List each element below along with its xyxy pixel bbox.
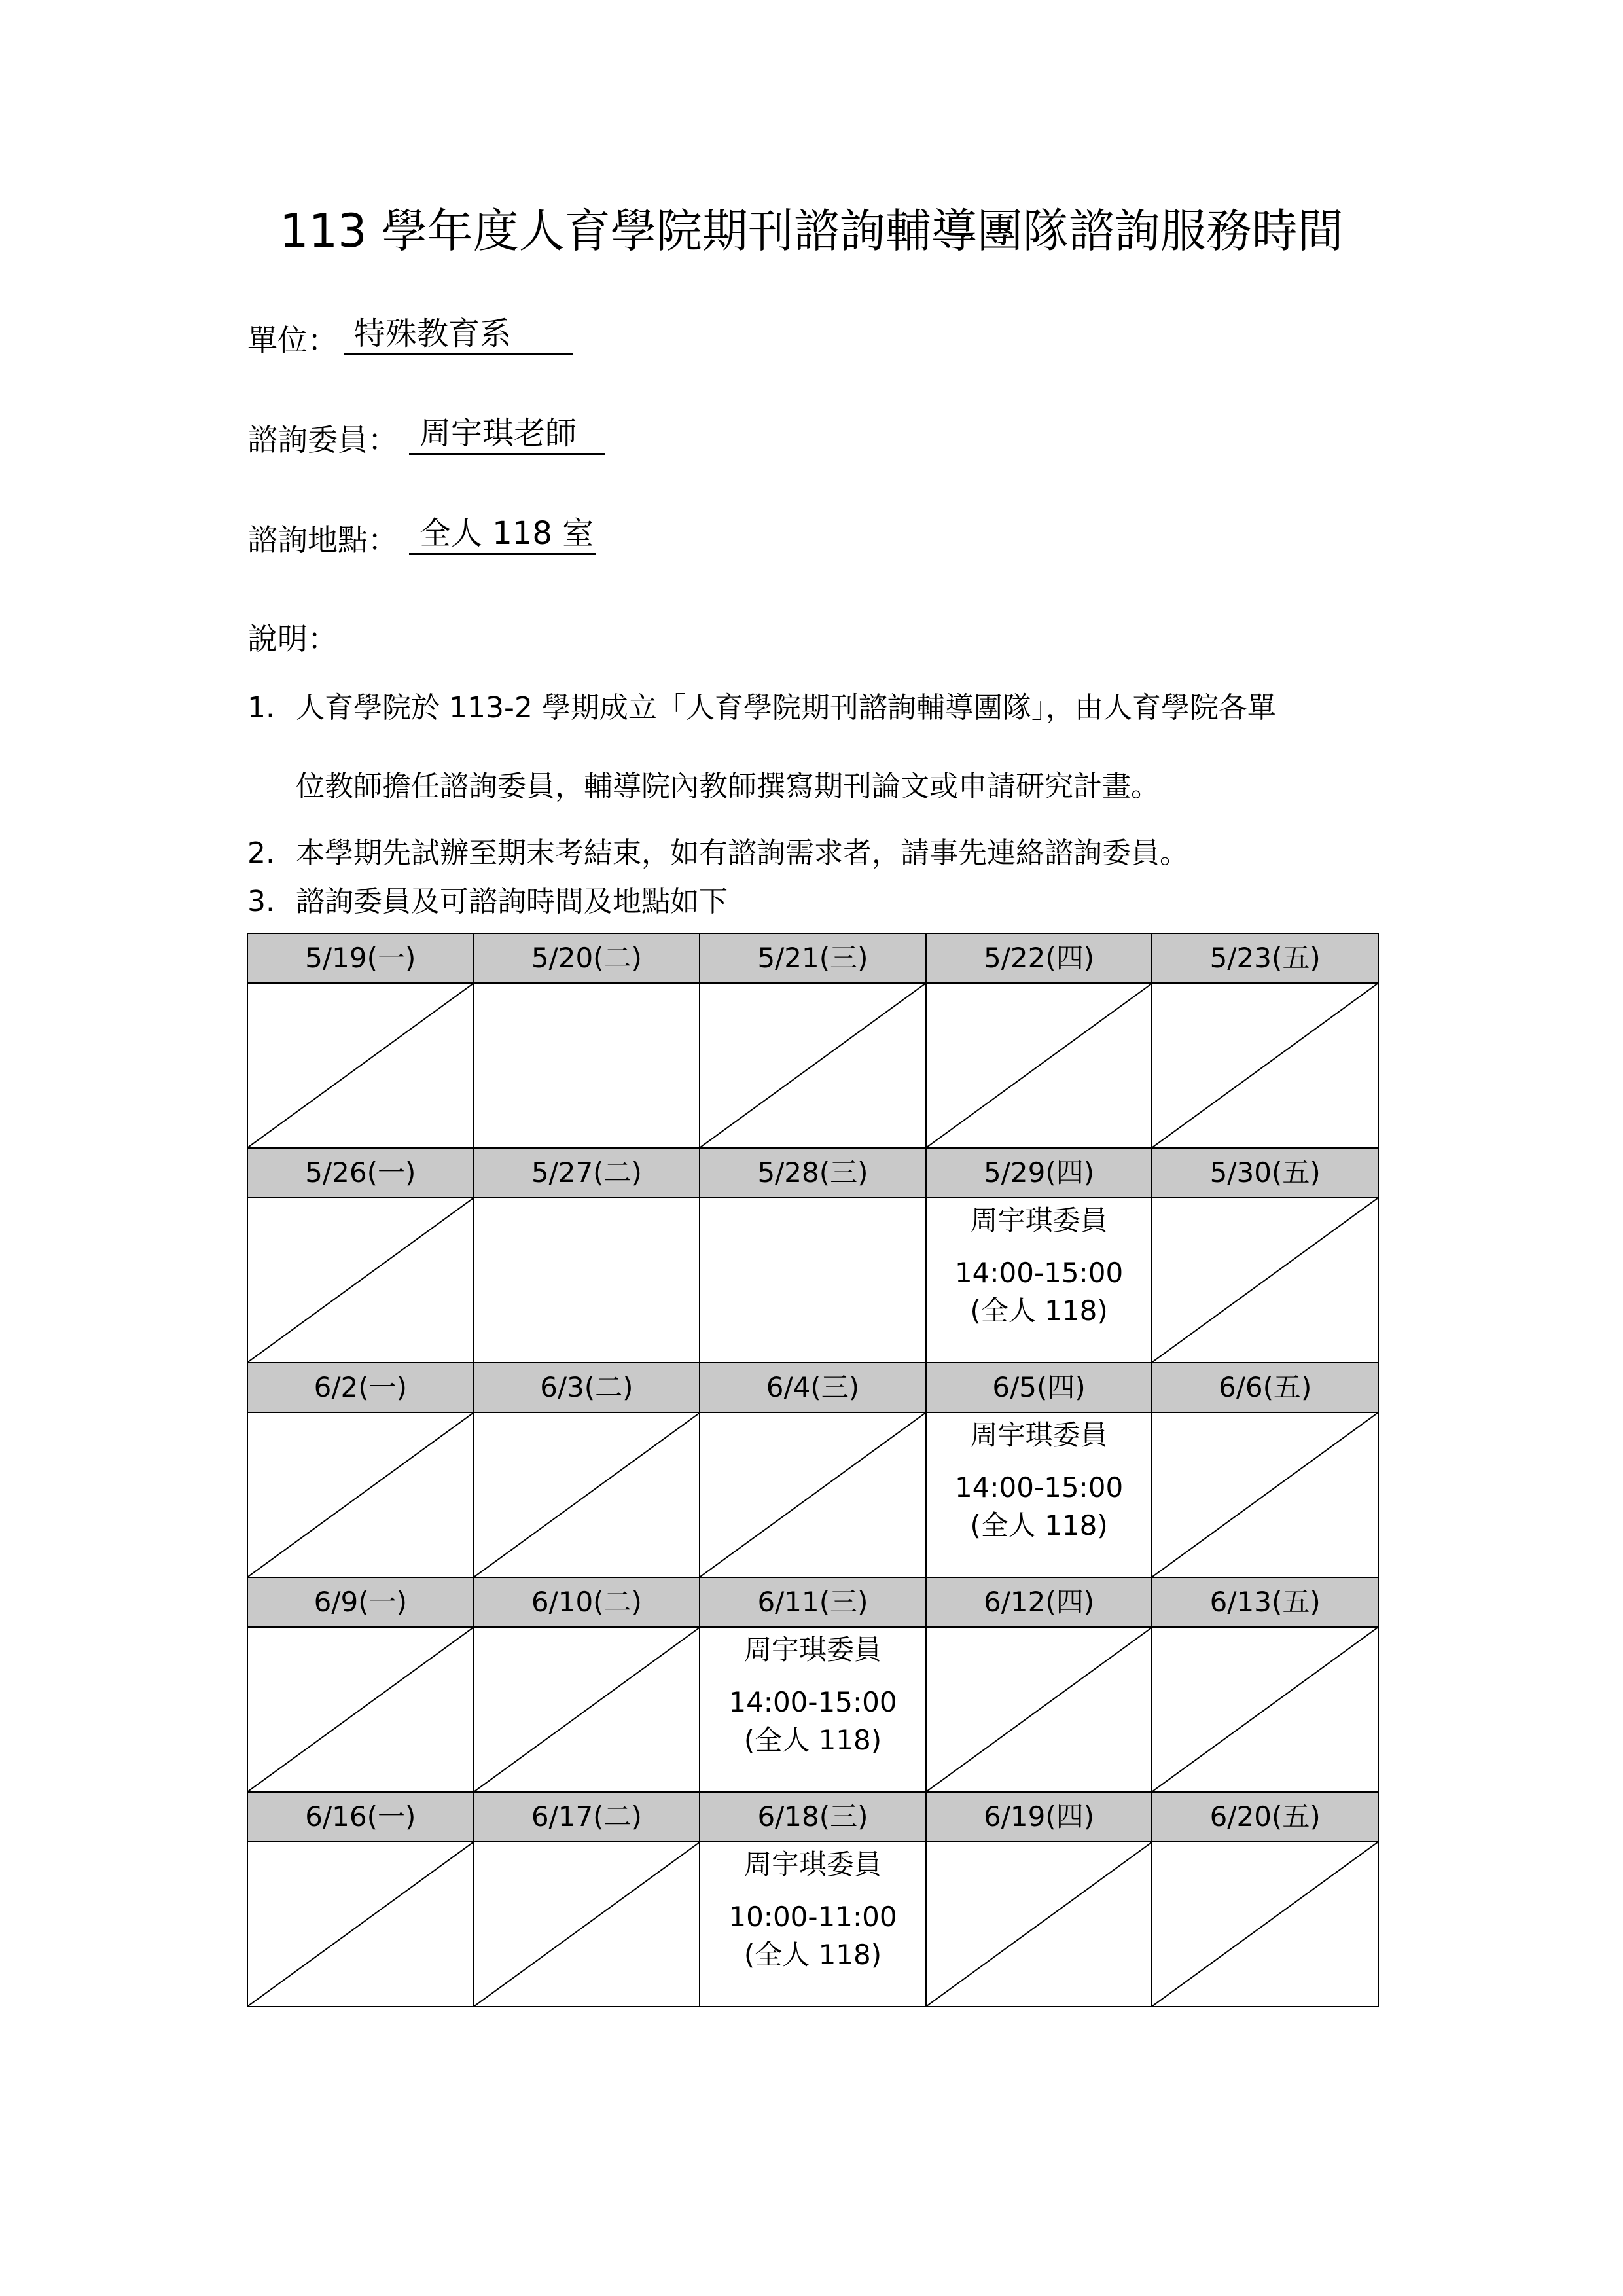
unavailable-slot-cell [700,1412,926,1577]
date-header-cell: 6/2(一) [247,1363,474,1412]
diagonal-slash [474,1628,700,1791]
date-header-cell: 6/16(一) [247,1792,474,1842]
unit-value: 特殊教育系 [344,314,573,355]
consultation-slot-cell [926,1412,1152,1577]
schedule-slot-row [247,1198,1378,1363]
date-header-cell: 5/19(一) [247,933,474,983]
date-header-cell: 6/9(一) [247,1577,474,1627]
unavailable-slot-cell [1152,1412,1378,1577]
diagonal-slash [474,1842,700,2006]
explain-label: 說明： [247,621,338,656]
date-header-cell: 6/18(三) [700,1792,926,1842]
location-label: 諮詢地點： [247,522,398,558]
unavailable-slot-cell [474,1412,700,1577]
schedule-slot-row [247,1412,1378,1577]
schedule-slot-row [247,1627,1378,1792]
date-header-cell: 5/29(四) [926,1148,1152,1198]
diagonal-slash [1152,1413,1378,1577]
diagonal-slash [248,1842,473,2006]
diagonal-slash [1152,1198,1378,1362]
diagonal-slash [700,1413,925,1577]
unavailable-slot-cell [474,1627,700,1792]
slot-time: 14:00-15:00 [954,1471,1124,1503]
note-text: 諮詢委員及可諮詢時間及地點如下 [296,885,728,918]
schedule-table [247,933,1379,2007]
diagonal-slash [248,1198,473,1362]
consultation-entry [927,1413,1152,1545]
consultation-entry [700,1842,925,1975]
unavailable-slot-cell [247,1627,474,1792]
consultant-label: 諮詢委員： [247,422,398,457]
unavailable-slot-cell [247,1198,474,1363]
schedule-date-row [247,1792,1378,1842]
date-header-cell: 5/21(三) [700,933,926,983]
note-number: 3. [247,885,275,918]
date-header-cell: 6/11(三) [700,1577,926,1627]
unavailable-slot-cell [1152,1198,1378,1363]
diagonal-slash [700,984,925,1147]
schedule-date-row [247,933,1378,983]
diagonal-slash [474,1413,700,1577]
diagonal-slash [1152,1628,1378,1791]
diagonal-slash [927,984,1152,1147]
note-number: 1. [247,691,275,725]
unit-field [247,315,512,360]
diagonal-slash [248,1628,473,1791]
unavailable-slot-cell [1152,983,1378,1148]
unavailable-slot-cell [247,1412,474,1577]
unavailable-slot-cell [926,983,1152,1148]
date-header-cell: 6/4(三) [700,1363,926,1412]
unavailable-slot-cell [1152,1842,1378,2007]
unit-label: 單位： [247,323,338,358]
consultant-name: 周宇琪委員 [743,1848,882,1880]
consultant-name: 周宇琪委員 [743,1634,882,1666]
unavailable-slot-cell [1152,1627,1378,1792]
consultant-value: 周宇琪老師 [409,414,605,455]
date-header-cell: 6/5(四) [926,1363,1152,1412]
schedule-slot-row [247,983,1378,1148]
diagonal-slash [927,1842,1152,2006]
date-header-cell: 5/20(二) [474,933,700,983]
date-header-cell: 6/12(四) [926,1577,1152,1627]
date-header-cell: 5/27(二) [474,1148,700,1198]
empty-slot-cell [474,983,700,1148]
date-header-cell: 6/10(二) [474,1577,700,1627]
schedule-date-row [247,1363,1378,1412]
unavailable-slot-cell [700,983,926,1148]
note-text: 本學期先試辦至期末考結束，如有諮詢需求者，請事先連絡諮詢委員。 [296,836,1188,870]
date-header-cell: 6/20(五) [1152,1792,1378,1842]
location-field [247,515,594,560]
date-header-cell: 5/22(四) [926,933,1152,983]
note-number: 2. [247,836,275,870]
unavailable-slot-cell [247,1842,474,2007]
note-3 [247,882,728,922]
diagonal-slash [248,984,473,1147]
date-header-cell: 6/17(二) [474,1792,700,1842]
consultation-slot-cell [700,1627,926,1792]
consultation-slot-cell [926,1198,1152,1363]
note-1 [247,689,1276,728]
date-header-cell: 6/3(二) [474,1363,700,1412]
note-1-continuation: 位教師擔任諮詢委員，輔導院內教師撰寫期刊論文或申請研究計畫。 [296,770,1160,803]
date-header-cell: 6/13(五) [1152,1577,1378,1627]
diagonal-slash [927,1628,1152,1791]
consultant-name: 周宇琪委員 [970,1204,1108,1236]
diagonal-slash [248,1413,473,1577]
note-text: 人育學院於 113-2 學期成立「人育學院期刊諮詢輔導團隊」，由人育學院各單 [296,691,1276,725]
empty-slot-cell [474,1198,700,1363]
slot-place: (全人 118) [743,1724,882,1756]
page-title: 113 學年度人育學院期刊諮詢輔導團隊諮詢服務時間 [279,204,1344,258]
consultation-entry [927,1198,1152,1331]
slot-place: (全人 118) [743,1939,882,1971]
slot-place: (全人 118) [970,1509,1108,1541]
slot-time: 14:00-15:00 [954,1257,1124,1289]
unavailable-slot-cell [474,1842,700,2007]
location-value: 全人 118 室 [409,514,596,555]
date-header-cell: 5/28(三) [700,1148,926,1198]
consultant-field [247,415,577,459]
schedule-date-row [247,1577,1378,1627]
date-header-cell: 6/19(四) [926,1792,1152,1842]
consultant-name: 周宇琪委員 [970,1419,1108,1451]
unavailable-slot-cell [926,1842,1152,2007]
unavailable-slot-cell [926,1627,1152,1792]
schedule-date-row [247,1148,1378,1198]
slot-time: 10:00-11:00 [728,1901,897,1933]
diagonal-slash [1152,984,1378,1147]
date-header-cell: 5/23(五) [1152,933,1378,983]
date-header-cell: 6/6(五) [1152,1363,1378,1412]
schedule-slot-row [247,1842,1378,2007]
empty-slot-cell [700,1198,926,1363]
slot-time: 14:00-15:00 [728,1686,897,1718]
consultation-entry [700,1628,925,1760]
slot-place: (全人 118) [970,1295,1108,1327]
note-2 [247,834,1188,873]
date-header-cell: 5/26(一) [247,1148,474,1198]
consultation-slot-cell [700,1842,926,2007]
unavailable-slot-cell [247,983,474,1148]
diagonal-slash [1152,1842,1378,2006]
date-header-cell: 5/30(五) [1152,1148,1378,1198]
